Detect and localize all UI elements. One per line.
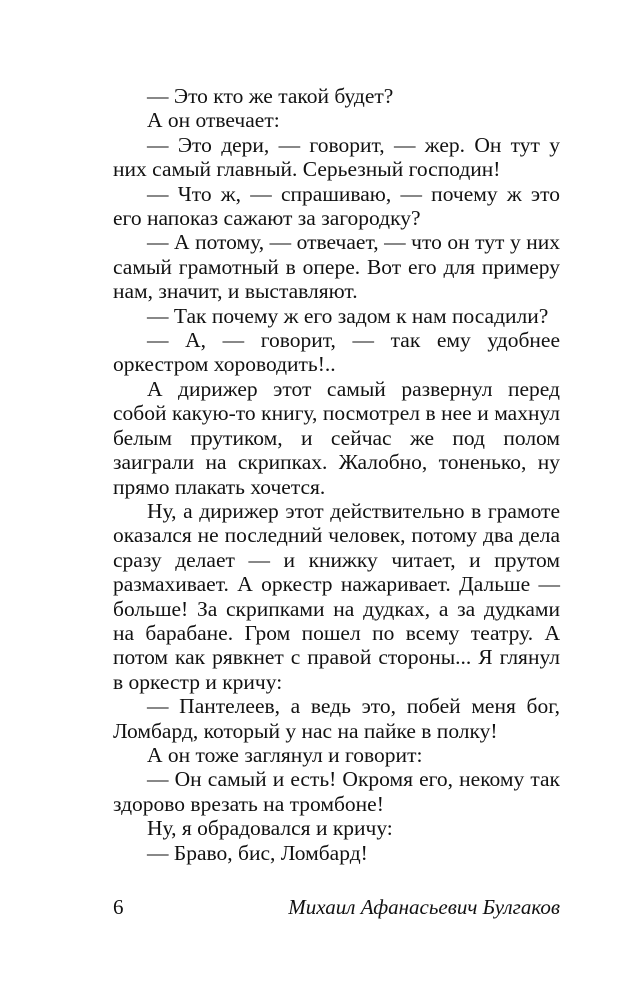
paragraph-10: — Пантелеев, а ведь это, побей меня бог, Ломбард, который у нас на пайке в полку!	[113, 694, 560, 743]
paragraph-3: — Это дери, — говорит, — жер. Он тут у них самый главный. Серьезный господин!	[113, 132, 560, 182]
paragraph-5: — А потому, — отвечает, — что он тут у них самый грамотный в опере. Вот его для примеру нам, значит, и выставляют.	[113, 230, 560, 304]
paragraph-12: — Он самый и есть! Окромя его, некому так здорово врезать на тромбоне!	[113, 767, 560, 816]
paragraph-7: — А, — говорит, — так ему удобнее оркестром хороводить!..	[113, 328, 560, 377]
paragraph-11: А он тоже заглянул и говорит:	[147, 742, 423, 767]
paragraph-2: А он отвечает:	[147, 108, 280, 133]
paragraph-8: А дирижер этот самый развернул перед собой какую-то книгу, посмотрел в нее и махнул белым прутиком, и сейчас же под полом заиграли на скрипках. Жалобно, тоненько, ну прямо плакать хочется.	[113, 376, 560, 499]
running-title: Михаил Афанасьевич Булгаков	[288, 895, 560, 919]
paragraph-13: Ну, я обрадовался и кричу:	[147, 816, 393, 841]
page-number: 6	[113, 895, 124, 919]
paragraph-4: — Что ж, — спрашиваю, — почему ж это его напоказ сажают за загородку?	[113, 181, 560, 231]
paragraph-6: — Так почему ж его задом к нам посадили?	[147, 303, 549, 328]
page-footer	[113, 895, 560, 925]
paragraph-9: Ну, а дирижер этот действительно в грамоте оказался не последний человек, потому два дела сразу делает — и книжку читает, и прутом размахивает. А оркестр нажаривает. Дальше — больше! За скрипками на дудках, а за дудками на барабане. Гром пошел по всему театру. А потом как рявкнет с правой стороны... Я глянул в оркестр и кричу:	[113, 498, 560, 694]
paragraph-1: — Это кто же такой будет?	[147, 84, 394, 108]
body-text	[113, 84, 560, 865]
paragraph-14: — Браво, бис, Ломбард!	[147, 840, 368, 865]
